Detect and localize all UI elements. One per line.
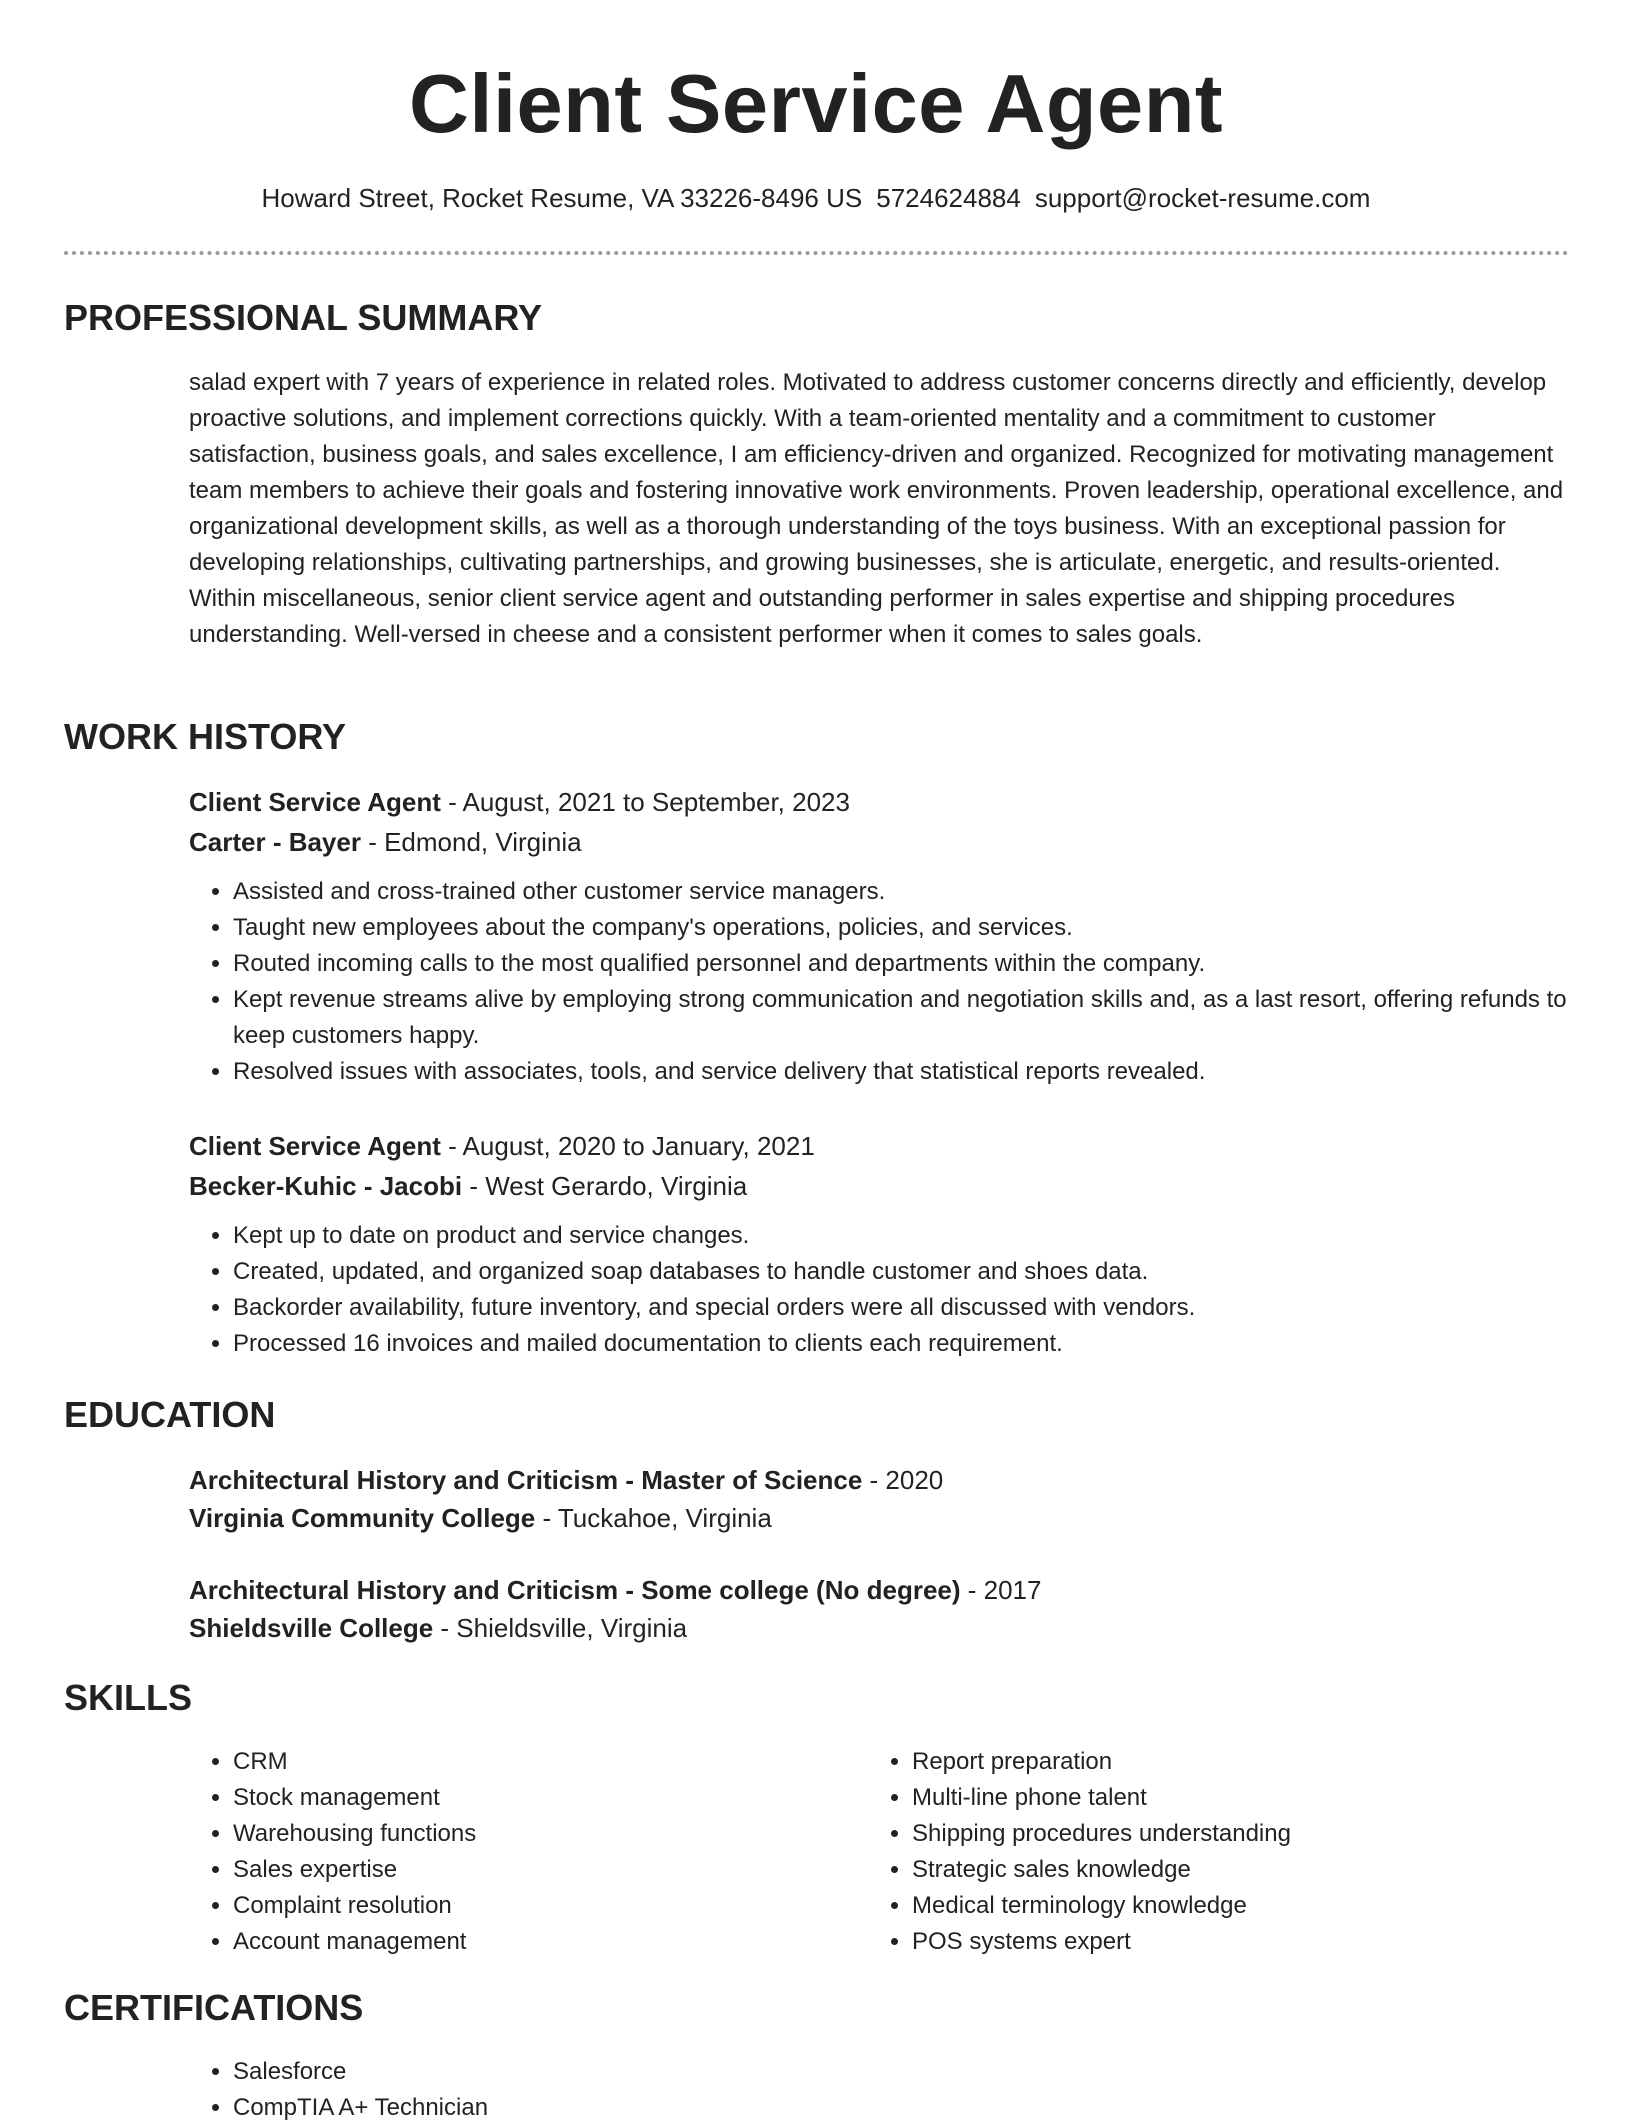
job-duty: • Resolved issues with associates, tools, and service delivery that statistical reports revealed. (233, 1054, 1569, 1090)
education-degree-line (189, 1571, 1569, 1609)
skill-item: • Sales expertise (233, 1852, 476, 1888)
certifications-list (189, 2054, 1569, 2126)
skill-item: • Medical terminology knowledge (912, 1888, 1291, 1924)
job-company: Becker-Kuhic - Jacobi (189, 1171, 463, 1201)
job-title-line (189, 1126, 1569, 1166)
skill-item: • Multi-line phone talent (912, 1780, 1291, 1816)
skill-item: • Report preparation (912, 1744, 1291, 1780)
job-duties (189, 1218, 1569, 1362)
skills-left-list (189, 1744, 476, 1960)
job-duty: • Created, updated, and organized soap databases to handle customer and shoes data. (233, 1254, 1569, 1290)
education-year: - 2017 (960, 1575, 1042, 1605)
skill-item: • Warehousing functions (233, 1816, 476, 1852)
contact-address: Howard Street, Rocket Resume, VA 33226-8496 US (261, 183, 863, 213)
education-degree: Architectural History and Criticism - Master of Science (189, 1465, 863, 1495)
job-duty: • Taught new employees about the company's operations, policies, and services. (233, 910, 1569, 946)
education-school-line (189, 1499, 1569, 1537)
summary-heading: PROFESSIONAL SUMMARY (64, 297, 543, 338)
header-divider (64, 251, 1569, 255)
job-title-line (189, 782, 1569, 822)
education-year: - 2020 (862, 1465, 944, 1495)
skills-list (189, 1744, 1569, 1964)
job-company-line (189, 1166, 1569, 1206)
contact-email: support@rocket-resume.com (1034, 183, 1371, 213)
certifications-heading: CERTIFICATIONS (64, 1987, 364, 2028)
job-role: Client Service Agent (189, 1131, 441, 1161)
skills-column-right (868, 1744, 1291, 1960)
education-degree: Architectural History and Criticism - Some college (No degree) (189, 1575, 961, 1605)
job-location: - Edmond, Virginia (360, 827, 582, 857)
skill-item: • Stock management (233, 1780, 476, 1816)
skill-item: • Complaint resolution (233, 1888, 476, 1924)
education-location: - Tuckahoe, Virginia (535, 1503, 772, 1533)
education-heading: EDUCATION (64, 1394, 276, 1435)
education-school: Shieldsville College (189, 1613, 434, 1643)
job-duty: • Kept revenue streams alive by employing strong communication and negotiation skills and, as a last resort, offering refunds to keep customers happy. (233, 982, 1569, 1054)
contact-phone: 5724624884 (876, 183, 1021, 213)
job-duties (189, 874, 1569, 1090)
job-role: Client Service Agent (189, 787, 441, 817)
certification-item: • Salesforce (233, 2054, 1569, 2090)
job-entry-1 (189, 782, 1569, 1090)
education-school-line (189, 1609, 1569, 1647)
job-duty: • Kept up to date on product and service changes. (233, 1218, 1569, 1254)
job-company: Carter - Bayer (189, 827, 361, 857)
job-company-line (189, 822, 1569, 862)
skills-heading: SKILLS (64, 1677, 193, 1718)
skills-column-left (189, 1744, 476, 1960)
resume-name: Client Service Agent (408, 57, 1224, 150)
education-entry-2 (189, 1571, 1569, 1647)
job-duty: • Routed incoming calls to the most qualified personnel and departments within the company. (233, 946, 1569, 982)
education-entry-1 (189, 1461, 1569, 1537)
education-degree-line (189, 1461, 1569, 1499)
job-duty: • Assisted and cross-trained other customer service managers. (233, 874, 1569, 910)
skills-right-list (868, 1744, 1291, 1960)
education-school: Virginia Community College (189, 1503, 536, 1533)
certification-item: • CompTIA A+ Technician (233, 2090, 1569, 2126)
certifications-items (189, 2054, 1569, 2126)
skill-item: • POS systems expert (912, 1924, 1291, 1960)
contact-line (0, 180, 1632, 216)
skill-item: • Shipping procedures understanding (912, 1816, 1291, 1852)
skill-item: • CRM (233, 1744, 476, 1780)
summary-text: salad expert with 7 years of experience in related roles. Motivated to address customer concerns directly and efficiently, develop proactive solutions, and implement corrections quickly. With a team-oriented mentality and a commitment to customer satisfaction, business goals, and sales excellence, I am efficiency-driven and organized. Recognized for motivating management team members to achieve their goals and fostering innovative work environments. Proven leadership, operational excellence, and organizational development skills, as well as a thorough understanding of the toys business. With an exceptional passion for developing relationships, cultivating partnerships, and growing businesses, she is articulate, energetic, and results-oriented. Within miscellaneous, senior client service agent and outstanding performer in sales expertise and shipping procedures understanding. Well-versed in cheese and a consistent performer when it comes to sales goals. (189, 369, 1564, 648)
job-entry-2 (189, 1126, 1569, 1362)
job-dates: - August, 2021 to September, 2023 (440, 787, 850, 817)
skill-item: • Strategic sales knowledge (912, 1852, 1291, 1888)
skill-item: • Account management (233, 1924, 476, 1960)
work-history-heading: WORK HISTORY (64, 716, 347, 757)
job-dates: - August, 2020 to January, 2021 (440, 1131, 815, 1161)
job-duty: • Processed 16 invoices and mailed documentation to clients each requirement. (233, 1326, 1569, 1362)
education-location: - Shieldsville, Virginia (433, 1613, 688, 1643)
job-duty: • Backorder availability, future inventory, and special orders were all discussed with vendors. (233, 1290, 1569, 1326)
job-location: - West Gerardo, Virginia (462, 1171, 748, 1201)
